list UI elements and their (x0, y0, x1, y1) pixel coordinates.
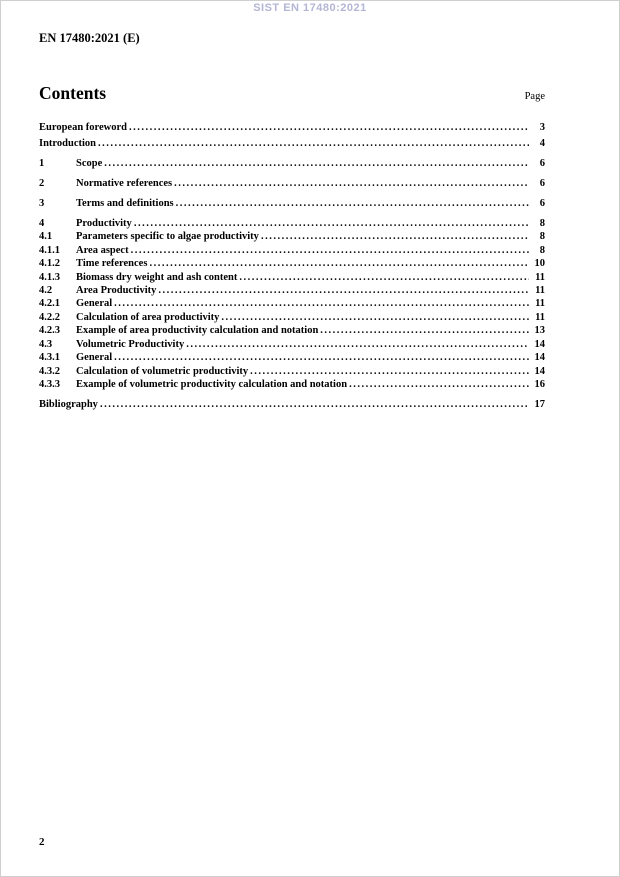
dotted-leader (100, 398, 529, 411)
dotted-leader (239, 271, 529, 284)
watermark-text: SIST EN 17480:2021 (253, 2, 367, 14)
toc-entry-title: General (76, 298, 113, 310)
dotted-leader (176, 197, 529, 210)
toc-entry-page: 14 (534, 338, 545, 350)
toc-entry[interactable] (39, 230, 545, 243)
dotted-leader (134, 217, 529, 230)
toc-entry[interactable] (39, 121, 545, 134)
dotted-leader (98, 137, 529, 150)
dotted-leader (261, 230, 529, 243)
toc-entry-page: 16 (534, 378, 545, 390)
toc-entry[interactable] (39, 297, 545, 310)
doc-reference: EN 17480:2021 (E) (39, 31, 140, 45)
toc-entry-page: 13 (534, 325, 545, 337)
dotted-leader (149, 257, 529, 270)
toc-entry[interactable] (39, 365, 545, 378)
toc-entry[interactable] (39, 244, 545, 257)
dotted-leader (114, 351, 529, 364)
table-of-contents (39, 121, 545, 411)
toc-entry-page: 8 (539, 218, 545, 230)
toc-entry-number: 3 (39, 198, 45, 210)
toc-entry[interactable] (39, 197, 545, 210)
toc-entry[interactable] (39, 338, 545, 351)
toc-entry[interactable] (39, 398, 545, 411)
toc-entry-page: 3 (539, 122, 545, 133)
toc-entry-title: Productivity (76, 218, 132, 230)
toc-entry-page: 11 (535, 298, 545, 310)
toc-entry-title: General (76, 352, 113, 364)
toc-entry-title: Calculation of area productivity (76, 311, 220, 323)
footer-page-number: 2 (39, 836, 45, 848)
toc-entry-page: 10 (534, 258, 545, 270)
toc-entry-page: 4 (539, 138, 545, 150)
toc-entry-page: 14 (534, 365, 545, 377)
toc-entry-title: Time references (76, 258, 148, 270)
toc-entry-page: 11 (535, 311, 545, 323)
toc-entry-number: 1 (39, 158, 45, 170)
toc-entry-title: Area Productivity (76, 285, 157, 297)
toc-entry-number: 4.2.2 (39, 311, 60, 323)
toc-entry[interactable] (39, 137, 545, 150)
toc-entry-page: 11 (535, 271, 545, 283)
dotted-leader (320, 324, 529, 337)
toc-entry[interactable] (39, 351, 545, 364)
toc-entry-number: 4.1.3 (39, 271, 60, 283)
dotted-leader (250, 365, 529, 378)
toc-entry-page: 8 (539, 231, 545, 243)
dotted-leader (131, 244, 529, 257)
toc-entry-title: Example of area productivity calculation and notation (76, 325, 319, 337)
toc-entry[interactable] (39, 271, 545, 284)
dotted-leader (349, 378, 529, 391)
dotted-leader (129, 121, 529, 134)
toc-entry-number: 4.3.1 (39, 352, 60, 364)
toc-entry-number: 4.3.3 (39, 378, 60, 390)
toc-entry-number: 4.2.3 (39, 325, 60, 337)
toc-entry-number: 4.2.1 (39, 298, 60, 310)
toc-entry-title: Area aspect (76, 244, 129, 256)
toc-entry[interactable] (39, 284, 545, 297)
page-column-label: Page (524, 91, 545, 102)
toc-entry-title: Introduction (39, 138, 96, 150)
toc-entry[interactable] (39, 177, 545, 190)
contents-header (39, 83, 545, 104)
toc-entry-title: Terms and definitions (76, 198, 174, 210)
toc-entry-title: Normative references (76, 178, 173, 190)
toc-entry-page: 11 (535, 285, 545, 297)
toc-entry[interactable] (39, 257, 545, 270)
toc-entry-number: 4.2 (39, 285, 53, 297)
dotted-leader (186, 338, 529, 351)
toc-entry-number: 4.3.2 (39, 365, 60, 377)
toc-entry-title: European foreword (39, 122, 127, 133)
toc-entry-page: 6 (539, 178, 545, 190)
contents-title: Contents (39, 83, 107, 103)
dotted-leader (114, 297, 529, 310)
toc-entry-number: 2 (39, 178, 45, 190)
toc-entry-number: 4 (39, 218, 45, 230)
toc-entry[interactable] (39, 378, 545, 391)
toc-entry-page: 17 (534, 398, 545, 410)
toc-entry-title: Volumetric Productivity (76, 338, 185, 350)
toc-entry-number: 4.1 (39, 231, 53, 243)
toc-entry-title: Example of volumetric productivity calculation and notation (76, 378, 348, 390)
toc-entry[interactable] (39, 324, 545, 337)
toc-entry-title: Biomass dry weight and ash content (76, 271, 238, 283)
toc-entry-page: 14 (534, 352, 545, 364)
toc-entry[interactable] (39, 157, 545, 170)
dotted-leader (174, 177, 529, 190)
toc-entry-page: 6 (539, 158, 545, 170)
dotted-leader (221, 311, 529, 324)
toc-entry-title: Scope (76, 158, 103, 170)
toc-entry-title: Parameters specific to algae productivity (76, 231, 259, 243)
toc-entry-number: 4.3 (39, 338, 53, 350)
toc-entry-page: 8 (539, 244, 545, 256)
toc-entry-page: 6 (539, 198, 545, 210)
toc-entry[interactable] (39, 217, 545, 230)
toc-entry-title: Calculation of volumetric productivity (76, 365, 249, 377)
toc-entry-number: 4.1.1 (39, 244, 60, 256)
toc-entry-number: 4.1.2 (39, 258, 60, 270)
toc-entry-title: Bibliography (39, 398, 98, 410)
dotted-leader (158, 284, 529, 297)
toc-entry[interactable] (39, 311, 545, 324)
dotted-leader (104, 157, 529, 170)
